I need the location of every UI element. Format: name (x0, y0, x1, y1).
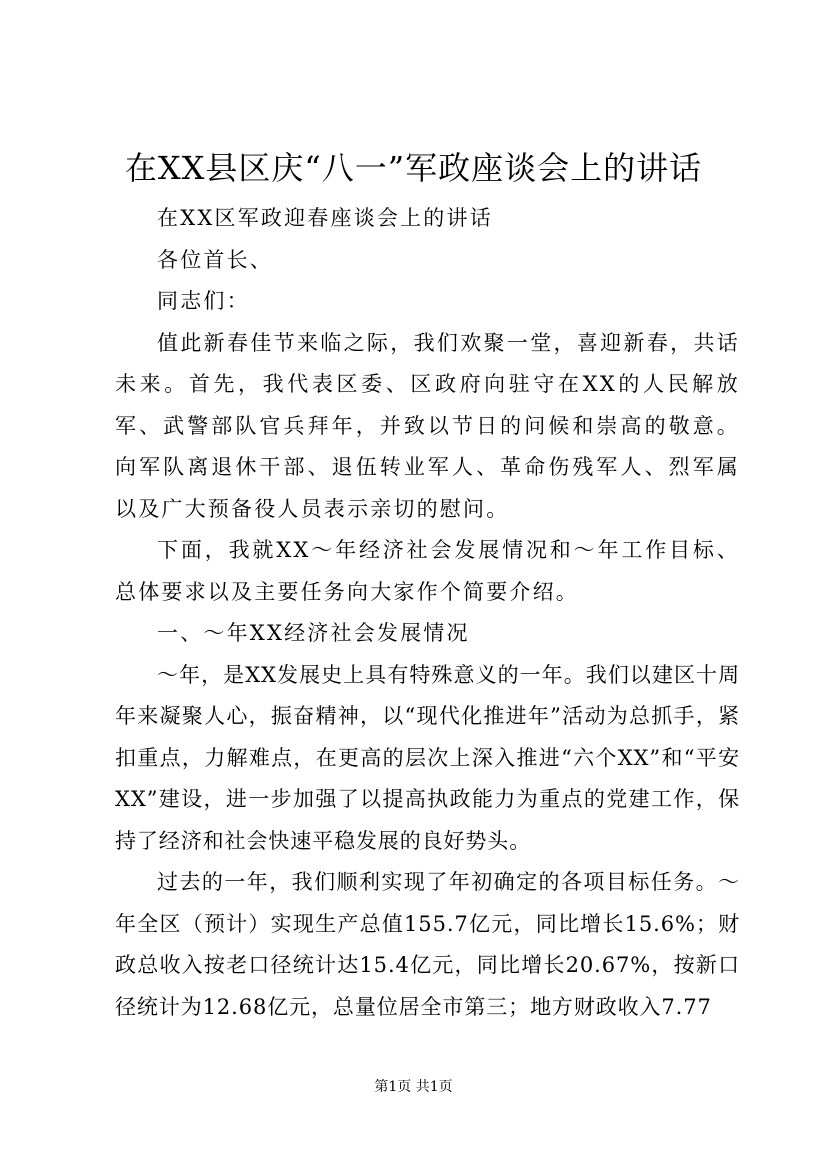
page-footer: 第1页 共1页 (374, 1079, 453, 1095)
salutation-paragraph: 各位首长、 (157, 247, 273, 272)
body-paragraph: ～年，是XX发展史上具有特殊意义的一年。我们以建区十周年来凝聚人心，振奋精神，以“现代化推进年”活动为总抓手，紧扣重点，力解难点，在更高的层次上深入推进“六个XX”和“平安XX”建设，进一步加强了以提高执政能力为重点的党建工作，保持了经济和社会快速平稳发展的良好势头。 (115, 662, 740, 853)
document-body (115, 198, 740, 1028)
body-paragraph: 下面，我就XX～年经济社会发展情况和～年工作目标、总体要求以及主要任务向大家作个简要介绍。 (115, 538, 740, 604)
body-paragraph: 值此新春佳节来临之际，我们欢聚一堂，喜迎新春，共话未来。首先，我代表区委、区政府向驻守在XX的人民解放军、武警部队官兵拜年，并致以节日的问候和崇高的敬意。向军队离退休干部、退伍转业军人、革命伤残军人、烈军属以及广大预备役人员表示亲切的慰问。 (115, 330, 740, 521)
salutation-paragraph: 同志们： (157, 289, 250, 313)
document-title: 在XX县区庆“八一”军政座谈会上的讲话 (124, 149, 703, 187)
subtitle-paragraph: 在XX区军政迎春座谈会上的讲话 (157, 206, 493, 230)
section-heading: 一、～年XX经济社会发展情况 (157, 621, 470, 645)
body-paragraph: 过去的一年，我们顺利实现了年初确定的各项目标任务。～年全区（预计）实现生产总值155.7亿元，同比增长15.6%；财政总收入按老口径统计达15.4亿元，同比增长20.67%，按新口径统计为12.68亿元，总量位居全市第三；地方财政收入7.77 (115, 870, 740, 1019)
